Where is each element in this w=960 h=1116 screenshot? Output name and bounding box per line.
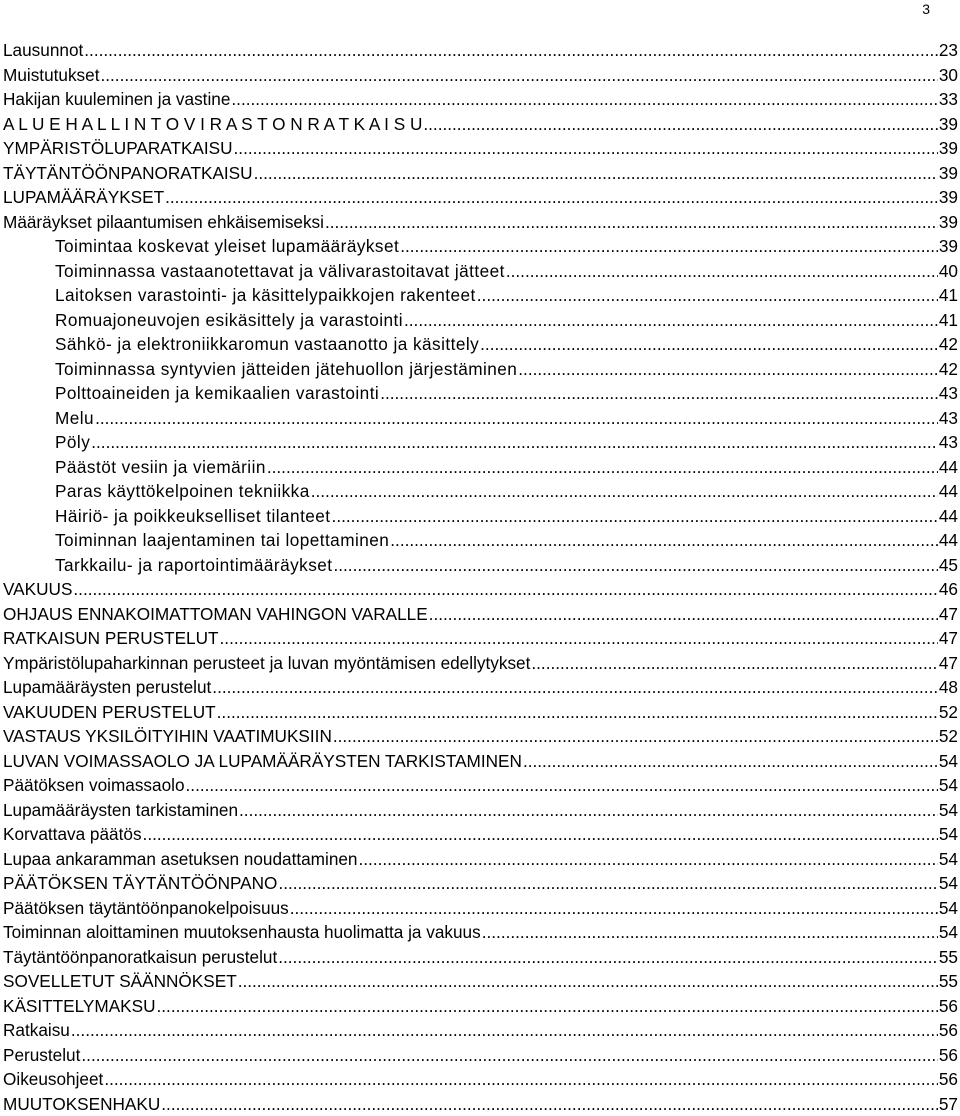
toc-dot-leader	[404, 308, 938, 333]
toc-entry[interactable]	[3, 112, 958, 137]
toc-entry-title: Polttoaineiden ja kemikaalien varastointi	[55, 381, 379, 406]
toc-entry-page-number: 57	[939, 1092, 958, 1116]
toc-dot-leader	[157, 994, 938, 1019]
toc-entry-title: A L U E H A L L I N T O V I R A S T O N R A T K A I S U	[3, 112, 422, 137]
toc-entry-page-number: 30	[939, 63, 958, 88]
toc-entry-title: Lausunnot	[3, 38, 83, 63]
toc-dot-leader	[267, 455, 938, 480]
toc-entry-page-number: 48	[939, 675, 958, 700]
toc-entry-page-number: 39	[939, 185, 958, 210]
toc-dot-leader	[161, 1092, 938, 1116]
page-number: 3	[922, 2, 930, 16]
toc-entry-title: YMPÄRISTÖLUPARATKAISU	[3, 136, 233, 161]
toc-entry-page-number: 47	[939, 651, 958, 676]
toc-entry[interactable]	[3, 1092, 958, 1116]
toc-entry[interactable]	[3, 577, 958, 602]
toc-entry-title: Päästöt vesiin ja viemäriin	[55, 455, 266, 480]
toc-dot-leader	[518, 357, 938, 382]
toc-entry-title: VASTAUS YKSILÖITYIHIN VAATIMUKSIIN	[3, 724, 332, 749]
toc-dot-leader	[234, 136, 938, 161]
toc-entry[interactable]	[3, 871, 958, 896]
toc-entry-page-number: 47	[939, 602, 958, 627]
toc-entry-page-number: 54	[939, 871, 958, 896]
toc-entry-page-number: 44	[939, 504, 958, 529]
toc-dot-leader	[390, 528, 938, 553]
toc-entry-page-number: 39	[939, 234, 958, 259]
toc-entry-page-number: 43	[939, 406, 958, 431]
toc-entry[interactable]	[3, 749, 958, 774]
toc-entry-title: Perustelut	[3, 1043, 80, 1068]
toc-entry[interactable]	[3, 969, 958, 994]
toc-entry-page-number: 39	[939, 136, 958, 161]
toc-dot-leader	[278, 871, 937, 896]
toc-entry-page-number: 54	[939, 798, 958, 823]
toc-entry[interactable]	[3, 651, 958, 676]
toc-dot-leader	[400, 234, 938, 259]
toc-dot-leader	[333, 724, 938, 749]
toc-dot-leader	[71, 1018, 938, 1043]
toc-entry-title: Lupamääräysten perustelut	[3, 675, 211, 700]
toc-entry-page-number: 44	[939, 528, 958, 553]
toc-entry-title: Paras käyttökelpoinen tekniikka	[55, 479, 310, 504]
toc-entry-page-number: 40	[939, 259, 958, 284]
toc-entry-page-number: 44	[939, 455, 958, 480]
toc-entry-page-number: 54	[939, 749, 958, 774]
toc-dot-leader	[359, 847, 938, 872]
toc-entry[interactable]	[3, 553, 958, 578]
toc-entry[interactable]	[3, 920, 958, 945]
toc-entry-title: Romuajoneuvojen esikäsittely ja varastointi	[55, 308, 403, 333]
toc-entry[interactable]	[3, 602, 958, 627]
toc-entry-title: Toiminnassa vastaanotettavat ja välivarastoitavat jätteet	[55, 259, 505, 284]
toc-entry-title: Toiminnassa syntyvien jätteiden jätehuollon järjestäminen	[55, 357, 517, 382]
toc-entry[interactable]	[3, 504, 958, 529]
toc-entry-title: Lupaa ankaramman asetuksen noudattaminen	[3, 847, 358, 872]
toc-entry-page-number: 41	[939, 283, 958, 308]
toc-entry[interactable]	[3, 308, 958, 333]
toc-entry-title: Ratkaisu	[3, 1018, 70, 1043]
toc-dot-leader	[311, 479, 938, 504]
toc-entry-title: VAKUUDEN PERUSTELUT	[3, 700, 216, 725]
toc-entry[interactable]	[3, 675, 958, 700]
table-of-contents	[3, 38, 958, 1116]
toc-entry[interactable]	[3, 1018, 958, 1043]
toc-dot-leader	[480, 332, 938, 357]
toc-dot-leader	[220, 626, 938, 651]
toc-entry[interactable]	[3, 1067, 958, 1092]
toc-entry[interactable]	[3, 357, 958, 382]
toc-dot-leader	[523, 749, 938, 774]
toc-entry-title: MUUTOKSENHAKU	[3, 1092, 160, 1116]
toc-entry-title: Melu	[55, 406, 94, 431]
toc-dot-leader	[254, 161, 938, 186]
toc-entry-title: VAKUUS	[3, 577, 72, 602]
toc-entry-page-number: 43	[939, 430, 958, 455]
toc-entry-title: Ympäristölupaharkinnan perusteet ja luvan myöntämisen edellytykset	[3, 651, 530, 676]
toc-entry[interactable]	[3, 38, 958, 63]
toc-entry-title: Täytäntöönpanoratkaisun perustelut	[3, 945, 277, 970]
toc-entry-title: Päätöksen voimassaolo	[3, 773, 185, 798]
toc-dot-leader	[477, 283, 938, 308]
toc-entry-title: KÄSITTELYMAKSU	[3, 994, 156, 1019]
toc-entry-title: Toimintaa koskevat yleiset lupamääräykset	[55, 234, 399, 259]
toc-dot-leader	[217, 700, 938, 725]
toc-entry-page-number: 54	[939, 920, 958, 945]
toc-entry-page-number: 56	[939, 1043, 958, 1068]
toc-entry-page-number: 56	[939, 1018, 958, 1043]
toc-dot-leader	[81, 1043, 937, 1068]
toc-dot-leader	[165, 185, 938, 210]
toc-dot-leader	[325, 210, 938, 235]
toc-dot-leader	[104, 1067, 938, 1092]
toc-entry[interactable]	[3, 994, 958, 1019]
toc-entry[interactable]	[3, 724, 958, 749]
toc-entry[interactable]	[3, 161, 958, 186]
toc-entry[interactable]	[3, 185, 958, 210]
toc-entry[interactable]	[3, 896, 958, 921]
toc-entry[interactable]	[3, 63, 958, 88]
toc-entry[interactable]	[3, 822, 958, 847]
toc-dot-leader	[423, 112, 938, 137]
toc-entry[interactable]	[3, 700, 958, 725]
toc-entry-page-number: 42	[939, 357, 958, 382]
toc-entry-title: Oikeusohjeet	[3, 1067, 103, 1092]
toc-entry[interactable]	[3, 332, 958, 357]
toc-entry-page-number: 55	[939, 969, 958, 994]
toc-entry-title: Toiminnan aloittaminen muutoksenhausta huolimatta ja vakuus	[3, 920, 481, 945]
toc-dot-leader	[482, 920, 938, 945]
toc-entry-page-number: 39	[939, 161, 958, 186]
toc-dot-leader	[290, 896, 938, 921]
toc-entry-page-number: 54	[939, 773, 958, 798]
toc-entry-title: LUVAN VOIMASSAOLO JA LUPAMÄÄRÄYSTEN TARKISTAMINEN	[3, 749, 522, 774]
toc-entry[interactable]	[3, 136, 958, 161]
toc-dot-leader	[143, 822, 938, 847]
toc-entry[interactable]	[3, 479, 958, 504]
toc-entry-title: Määräykset pilaantumisen ehkäisemiseksi	[3, 210, 324, 235]
toc-entry-title: Lupamääräysten tarkistaminen	[3, 798, 238, 823]
toc-dot-leader	[73, 577, 937, 602]
toc-entry-title: Laitoksen varastointi- ja käsittelypaikkojen rakenteet	[55, 283, 476, 308]
toc-entry[interactable]	[3, 798, 958, 823]
toc-entry-title: RATKAISUN PERUSTELUT	[3, 626, 219, 651]
toc-entry-page-number: 23	[939, 38, 958, 63]
toc-dot-leader	[231, 87, 937, 112]
toc-entry[interactable]	[3, 1043, 958, 1068]
toc-entry-page-number: 56	[939, 994, 958, 1019]
toc-entry[interactable]	[3, 381, 958, 406]
toc-entry[interactable]	[3, 259, 958, 284]
toc-entry-page-number: 55	[939, 945, 958, 970]
toc-entry-title: Toiminnan laajentaminen tai lopettaminen	[55, 528, 389, 553]
toc-dot-leader	[186, 773, 938, 798]
toc-entry-page-number: 42	[939, 332, 958, 357]
toc-dot-leader	[332, 504, 938, 529]
toc-entry-title: TÄYTÄNTÖÖNPANORATKAISU	[3, 161, 253, 186]
toc-entry-title: Päätöksen täytäntöönpanokelpoisuus	[3, 896, 289, 921]
toc-dot-leader	[100, 63, 937, 88]
toc-entry-title: Pöly	[55, 430, 90, 455]
toc-entry-page-number: 33	[939, 87, 958, 112]
toc-entry-page-number: 47	[939, 626, 958, 651]
toc-entry-title: PÄÄTÖKSEN TÄYTÄNTÖÖNPANO	[3, 871, 277, 896]
toc-dot-leader	[429, 602, 938, 627]
toc-entry-title: Sähkö- ja elektroniikkaromun vastaanotto ja käsittely	[55, 332, 479, 357]
toc-entry-page-number: 39	[939, 210, 958, 235]
toc-dot-leader	[91, 430, 938, 455]
toc-dot-leader	[531, 651, 938, 676]
toc-entry-page-number: 43	[939, 381, 958, 406]
toc-entry-page-number: 54	[939, 822, 958, 847]
toc-entry-page-number: 39	[939, 112, 958, 137]
toc-entry[interactable]	[3, 283, 958, 308]
toc-entry[interactable]	[3, 945, 958, 970]
toc-entry-page-number: 54	[939, 847, 958, 872]
toc-entry-title: Tarkkailu- ja raportointimääräykset	[55, 553, 332, 578]
toc-entry-title: Hakijan kuuleminen ja vastine	[3, 87, 230, 112]
toc-entry-title: LUPAMÄÄRÄYKSET	[3, 185, 164, 210]
toc-dot-leader	[238, 969, 938, 994]
toc-entry[interactable]	[3, 626, 958, 651]
toc-entry[interactable]	[3, 234, 958, 259]
toc-entry-title: OHJAUS ENNAKOIMATTOMAN VAHINGON VARALLE	[3, 602, 428, 627]
toc-entry[interactable]	[3, 430, 958, 455]
toc-dot-leader	[95, 406, 938, 431]
toc-entry-page-number: 45	[939, 553, 958, 578]
toc-dot-leader	[380, 381, 938, 406]
toc-entry[interactable]	[3, 528, 958, 553]
toc-dot-leader	[506, 259, 938, 284]
toc-dot-leader	[278, 945, 938, 970]
toc-dot-leader	[84, 38, 938, 63]
toc-entry-title: SOVELLETUT SÄÄNNÖKSET	[3, 969, 237, 994]
toc-entry-title: Häiriö- ja poikkeukselliset tilanteet	[55, 504, 331, 529]
toc-entry-page-number: 41	[939, 308, 958, 333]
toc-entry-page-number: 56	[939, 1067, 958, 1092]
toc-entry[interactable]	[3, 87, 958, 112]
toc-entry[interactable]	[3, 773, 958, 798]
toc-dot-leader	[239, 798, 938, 823]
toc-entry-title: Muistutukset	[3, 63, 99, 88]
toc-entry-title: Korvattava päätös	[3, 822, 142, 847]
toc-entry-page-number: 44	[939, 479, 958, 504]
toc-dot-leader	[212, 675, 938, 700]
toc-entry-page-number: 52	[939, 724, 958, 749]
toc-entry[interactable]	[3, 455, 958, 480]
toc-entry[interactable]	[3, 406, 958, 431]
toc-entry-page-number: 52	[939, 700, 958, 725]
toc-entry[interactable]	[3, 847, 958, 872]
toc-entry-page-number: 54	[939, 896, 958, 921]
toc-entry-page-number: 46	[939, 577, 958, 602]
toc-dot-leader	[333, 553, 937, 578]
toc-entry[interactable]	[3, 210, 958, 235]
